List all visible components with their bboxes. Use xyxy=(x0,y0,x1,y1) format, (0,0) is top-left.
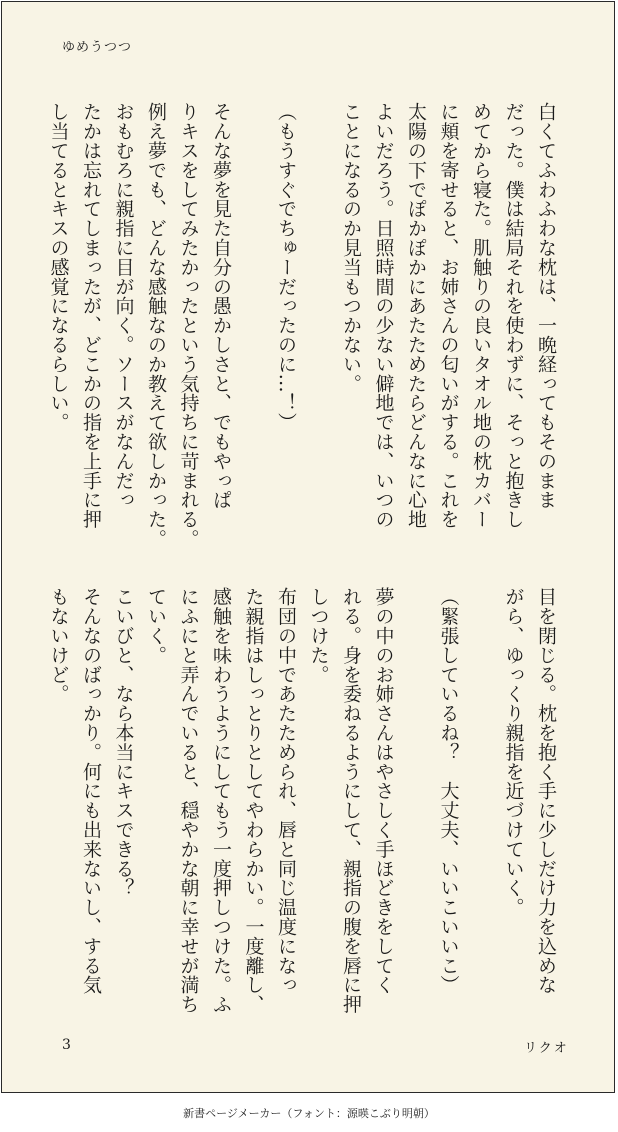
text-column: こいびと、なら本当にキスできる？ xyxy=(112,587,135,898)
text-column: そんなのばっかり。何にも出来ないし、する気 xyxy=(80,587,102,995)
text-column: 夢の中のお姉さんはやさしく手ほどきをしてく xyxy=(372,587,395,995)
text-column: た親指はしっとりとしてやわらかい。一度離し、 xyxy=(242,587,265,1014)
blank-column xyxy=(465,587,498,606)
page-number: 3 xyxy=(62,1037,71,1053)
text-column: がら、ゆっくり親指を近づけていく。 xyxy=(502,587,525,917)
text-column: （もうすぐでちゅーだったのに…！） xyxy=(275,102,297,432)
text-column: しつけた。 xyxy=(307,587,330,684)
text-column: 例え夢でも、どんな感触なのか教えて欲しかった。 xyxy=(145,102,167,549)
blank-column xyxy=(237,102,270,121)
generator-credit: 新書ページメーカー（フォント：源暎こぶり明朝） xyxy=(183,1107,435,1120)
text-column: おもむろに親指に目が向く。ソースがなんだっ xyxy=(112,102,135,510)
blank-column xyxy=(302,102,335,121)
text-column: にふにと弄んでいると、穏やかな朝に幸せが満ち xyxy=(177,587,200,1014)
text-column: 太陽の下でぽかぽかにあたためたらどんなに心地 xyxy=(405,102,427,529)
text-column: ことになるのか見当もつかない。 xyxy=(340,102,362,393)
text-column: （緊張しているね？ 大丈夫、いいこいいこ） xyxy=(437,587,460,995)
text-column: めてから寝た。肌触りの良いタオル地の枕カバー xyxy=(470,102,492,529)
blank-column xyxy=(400,587,433,606)
text-block-bottom xyxy=(42,587,562,1015)
text-column: 感触を味わうようにしてもう一度押しつけた。ふ xyxy=(210,587,232,1014)
text-column: し当てるとキスの感覚になるらしい。 xyxy=(47,102,70,432)
text-column: に頬を寄せると、お姉さんの匂いがする。これを xyxy=(437,102,460,529)
book-page xyxy=(1,1,615,1093)
text-column: たかは忘れてしまったが、どこかの指を上手に押 xyxy=(80,102,102,529)
text-block-top xyxy=(42,102,562,549)
text-column: よいだろう。日照時間の少ない僻地では、いつの xyxy=(372,102,395,529)
text-column: だった。僕は結局それを使わずに、そっと抱きし xyxy=(502,102,525,529)
running-header: ゆめうつつ xyxy=(62,40,133,55)
text-column: りキスをしてみたかったという気持ちに苛まれる。 xyxy=(177,102,200,549)
author-name: リクオ xyxy=(524,1041,569,1056)
text-column: れる。身を委ねるようにして、親指の腹を唇に押 xyxy=(340,587,362,1014)
text-column: ていく。 xyxy=(145,587,167,665)
text-column: 目を閉じる。枕を抱く手に少しだけ力を込めな xyxy=(535,587,557,995)
text-column: 布団の中であたためられ、唇と同じ温度になっ xyxy=(275,587,297,995)
text-column: 白くてふわふわな枕は、一晩経ってもそのまま xyxy=(535,102,557,510)
text-column: そんな夢を見た自分の愚かしさと、でもやっぱ xyxy=(210,102,232,510)
text-column: もないけど。 xyxy=(47,587,70,704)
